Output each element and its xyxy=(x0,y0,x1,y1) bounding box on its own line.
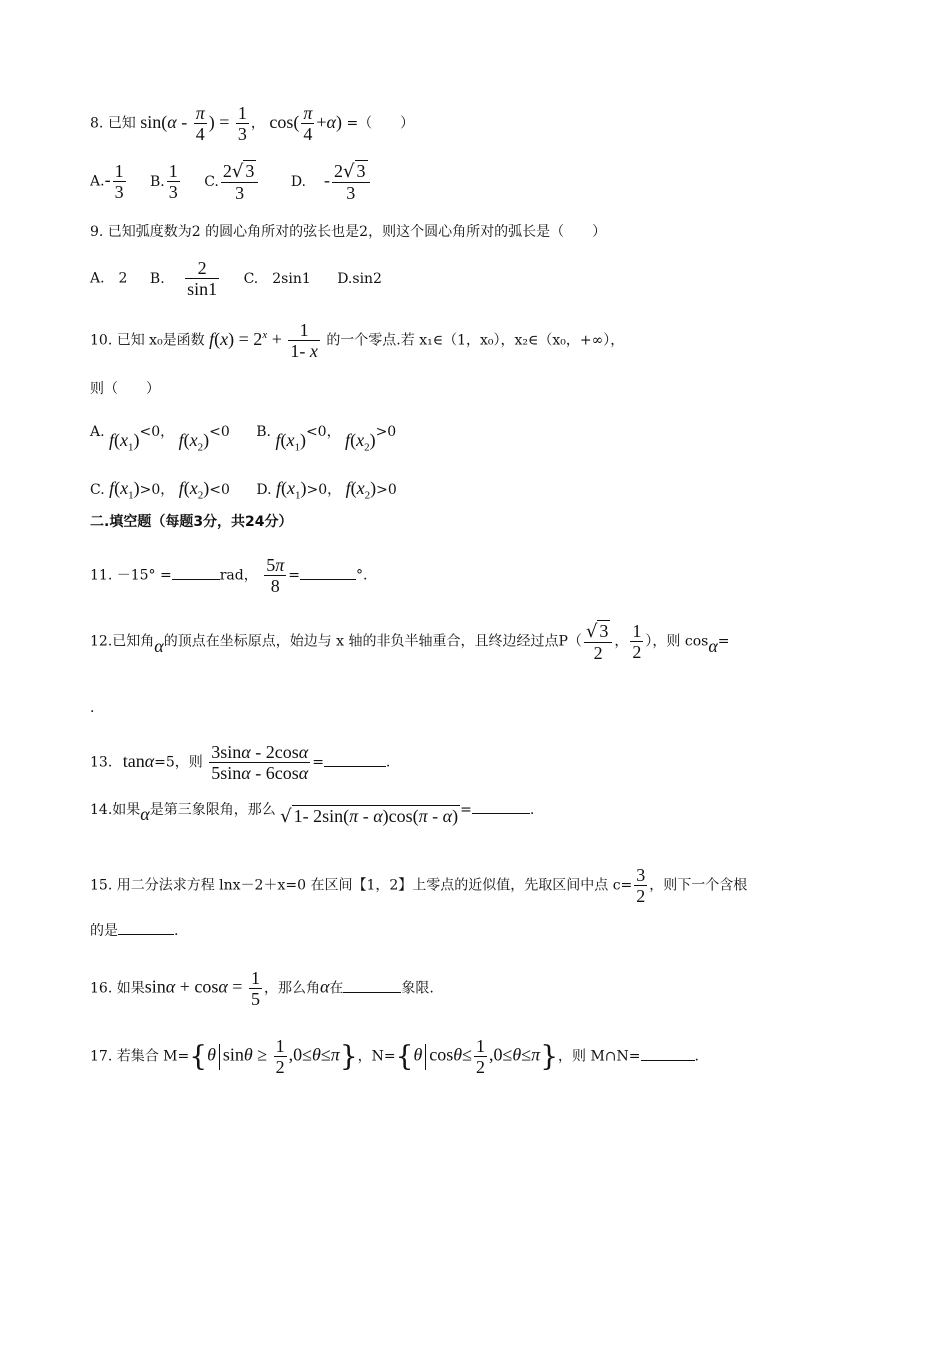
question-text: °. xyxy=(355,567,368,584)
option-b: B. xyxy=(149,270,165,287)
question-14: 14.如果α是第三象限角，那么 √ 1- 2sin(π - α)cos(π - α) = . xyxy=(90,802,535,827)
question-text: ，N= xyxy=(357,1048,396,1065)
answer-blank[interactable] xyxy=(172,567,220,580)
question-text: 已知 xyxy=(107,115,136,132)
answer-blank[interactable] xyxy=(324,754,386,767)
question-10-options-ab: A. $f(x_1)<0$， $f(x_2)<0$ B. $f(x_1)<0$， $f(x_2)>0$ xyxy=(90,424,397,454)
question-text: 是第三象限角，那么 xyxy=(149,802,276,818)
answer-blank[interactable] xyxy=(472,801,530,814)
question-13: 13. tanα=5，则 $\frac{3\sin\alpha - 2\cos\alpha}{5\sin\alpha - 6\cos\alpha}$ = . xyxy=(90,742,391,783)
question-11: 11. －15° = rad， $\frac{5\pi}{8}$ = °. xyxy=(90,555,368,596)
question-text: ，则下一个含根 xyxy=(649,877,748,894)
question-text: 如果 xyxy=(116,980,145,997)
question-text: ，则 M∩N= xyxy=(558,1048,641,1065)
question-text: 象限. xyxy=(401,980,434,997)
question-15: 15. 用二分法求方程 lnx－2＋x=0 在区间【1，2】上零点的近似值，先取区间中点 c= $\frac{3}{2}$ ，则下一个含根 xyxy=(90,865,748,906)
option-c: C. xyxy=(90,482,105,498)
formula: sin(α - $\frac{\pi}{4}$ ) = $\frac{1}{3}$ xyxy=(140,103,247,144)
question-text: ），则 cos xyxy=(645,633,709,650)
question-text: 已知 x₀是函数 xyxy=(116,332,205,349)
question-text: －15° xyxy=(116,567,156,584)
question-12: 12.已知角α的顶点在坐标原点，始边与 x 轴的非负半轴重合，且终边经过点P（ $\frac{√ 3}{2}$ ， $\frac{1}{2}$ ），则 cosα= xyxy=(90,621,730,663)
question-9: 9. 已知弧度数为2 的圆心角所对的弦长也是2，则这个圆心角所对的弧长是（ ） xyxy=(90,224,607,240)
answer-blank[interactable] xyxy=(343,980,401,993)
question-text: =（ ） xyxy=(346,115,415,132)
option-a: A. xyxy=(90,173,105,190)
option-d: D. xyxy=(256,482,272,498)
option-b: B. xyxy=(150,173,165,190)
question-text: 的顶点在坐标原点，始边与 x 轴的非负半轴重合，且终边经过点P（ xyxy=(163,633,582,650)
question-text: 15. 用二分法求方程 lnx－2＋x=0 在区间【1，2】上零点的近似值，先取区间中点 c= xyxy=(90,877,633,894)
option-d: D.sin2 xyxy=(337,270,382,287)
question-10 xyxy=(90,320,624,361)
question-17: 17. 若集合 M={θ sinθ ≥ $\frac{1}{2}$ ,0≤θ≤π}，N={θ cosθ≤ $\frac{1}{2}$ ,0≤θ≤π}，则 M∩N= . xyxy=(90,1036,699,1077)
question-8-options: A.- $\frac{1}{3}$ B. $\frac{1}{3}$ C. $\frac{2√ 3}{3}$ D. - $\frac{2√ 3}{3}$ xyxy=(90,160,372,203)
formula: cos( $\frac{\pi}{4}$ +α) xyxy=(269,103,342,144)
question-text: 在 xyxy=(329,980,344,997)
question-15-line2: 的是 . xyxy=(90,923,179,939)
question-text: =5，则 xyxy=(154,754,203,771)
option-a: A. xyxy=(90,424,105,440)
question-text: ，那么角 xyxy=(263,980,320,997)
question-text: 若集合 M= xyxy=(116,1048,190,1065)
answer-blank[interactable] xyxy=(118,922,174,935)
question-number: 8. xyxy=(90,115,104,132)
answer-blank[interactable] xyxy=(641,1048,695,1061)
question-number: 16. xyxy=(90,980,113,997)
option-d: D. xyxy=(290,173,307,190)
question-text: 12.已知角 xyxy=(90,633,155,650)
question-9-options: A. 2 B. $\frac{2}{\sin 1}$ C. 2sin1 D.sin2 xyxy=(90,258,382,299)
question-number: 10. xyxy=(90,332,113,349)
question-number: 11. xyxy=(90,567,113,584)
option-a: A. 2 xyxy=(90,270,128,287)
question-10-options-cd: C. $f(x_1)>0$， $f(x_2)<0$ D. $f(x_1)>0$， $f(x_2)>0$ xyxy=(90,478,397,502)
question-text: 的一个零点.若 x₁∈（1，x₀），x₂∈（x₀，+∞）， xyxy=(326,332,625,349)
question-text: 的是 xyxy=(90,923,118,939)
option-c: C. xyxy=(204,173,219,190)
question-text: 14.如果 xyxy=(90,802,141,818)
answer-blank[interactable] xyxy=(300,567,356,580)
question-8: 8. 已知 sin(α - $\frac{\pi}{4}$ ) = $\frac{1}{3}$ ， cos( $\frac{\pi}{4}$ +α) =（ ） xyxy=(90,103,415,144)
question-number: 17. xyxy=(90,1048,113,1065)
option-b: B. xyxy=(256,424,271,440)
question-12-end: . xyxy=(90,700,95,716)
question-number: 13. xyxy=(90,754,113,771)
question-16: 16. 如果sinα + cosα = $\frac{1}{5}$ ，那么角α在 象限. xyxy=(90,968,434,1009)
section-title: 二.填空题（每题3分，共24分） xyxy=(90,514,293,530)
formula: $f(x) = 2^x$ + $\frac{1}{1- x}$ xyxy=(209,320,318,361)
question-text: rad， xyxy=(219,567,258,584)
question-10-line2: 则（ ） xyxy=(90,381,160,397)
option-c: C. 2sin1 xyxy=(243,270,311,287)
